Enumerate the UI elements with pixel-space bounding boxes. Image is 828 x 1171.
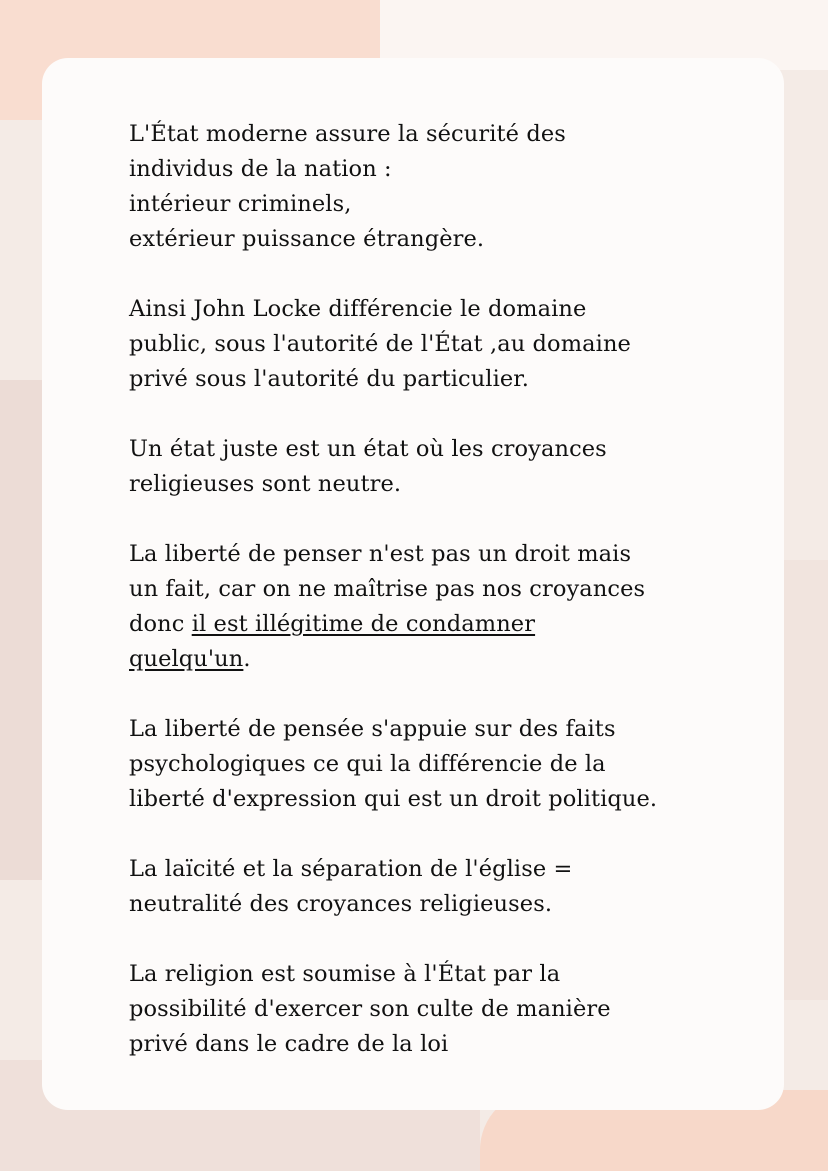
paragraph-liberte-penser-end: . [243, 646, 251, 672]
underlined-phrase: il est illégitime de condamner [191, 611, 536, 637]
paragraph-john-locke: Ainsi John Locke différencie le domaine public, sous l'autorité de l'État ,au domaine privé sous l'autorité du particulier. [129, 296, 631, 392]
paragraph-liberte-penser [129, 537, 729, 677]
underlined-phrase: quelqu'un [129, 646, 244, 672]
paragraph-liberte-pensee: La liberté de pensée s'appuie sur des faits psychologiques ce qui la différencie de la liberté d'expression qui est un droit politique. [129, 716, 658, 812]
paragraph-laicite: La laïcité et la séparation de l'église = neutralité des croyances religieuses. [129, 856, 573, 917]
paragraph-religion: La religion est soumise à l'État par la possibilité d'exercer son culte de manière privé dans le cadre de la loi [129, 961, 611, 1057]
paragraph-etat-moderne: L'État moderne assure la sécurité des individus de la nation : intérieur criminels, extérieur puissance étrangère. [129, 121, 566, 252]
paragraph-liberte-penser-start: La liberté de penser n'est pas un droit mais un fait, car on ne maîtrise pas nos croyances donc [129, 541, 646, 637]
note-text [129, 117, 729, 1062]
paragraph-etat-juste: Un état juste est un état où les croyances religieuses sont neutre. [129, 436, 607, 497]
